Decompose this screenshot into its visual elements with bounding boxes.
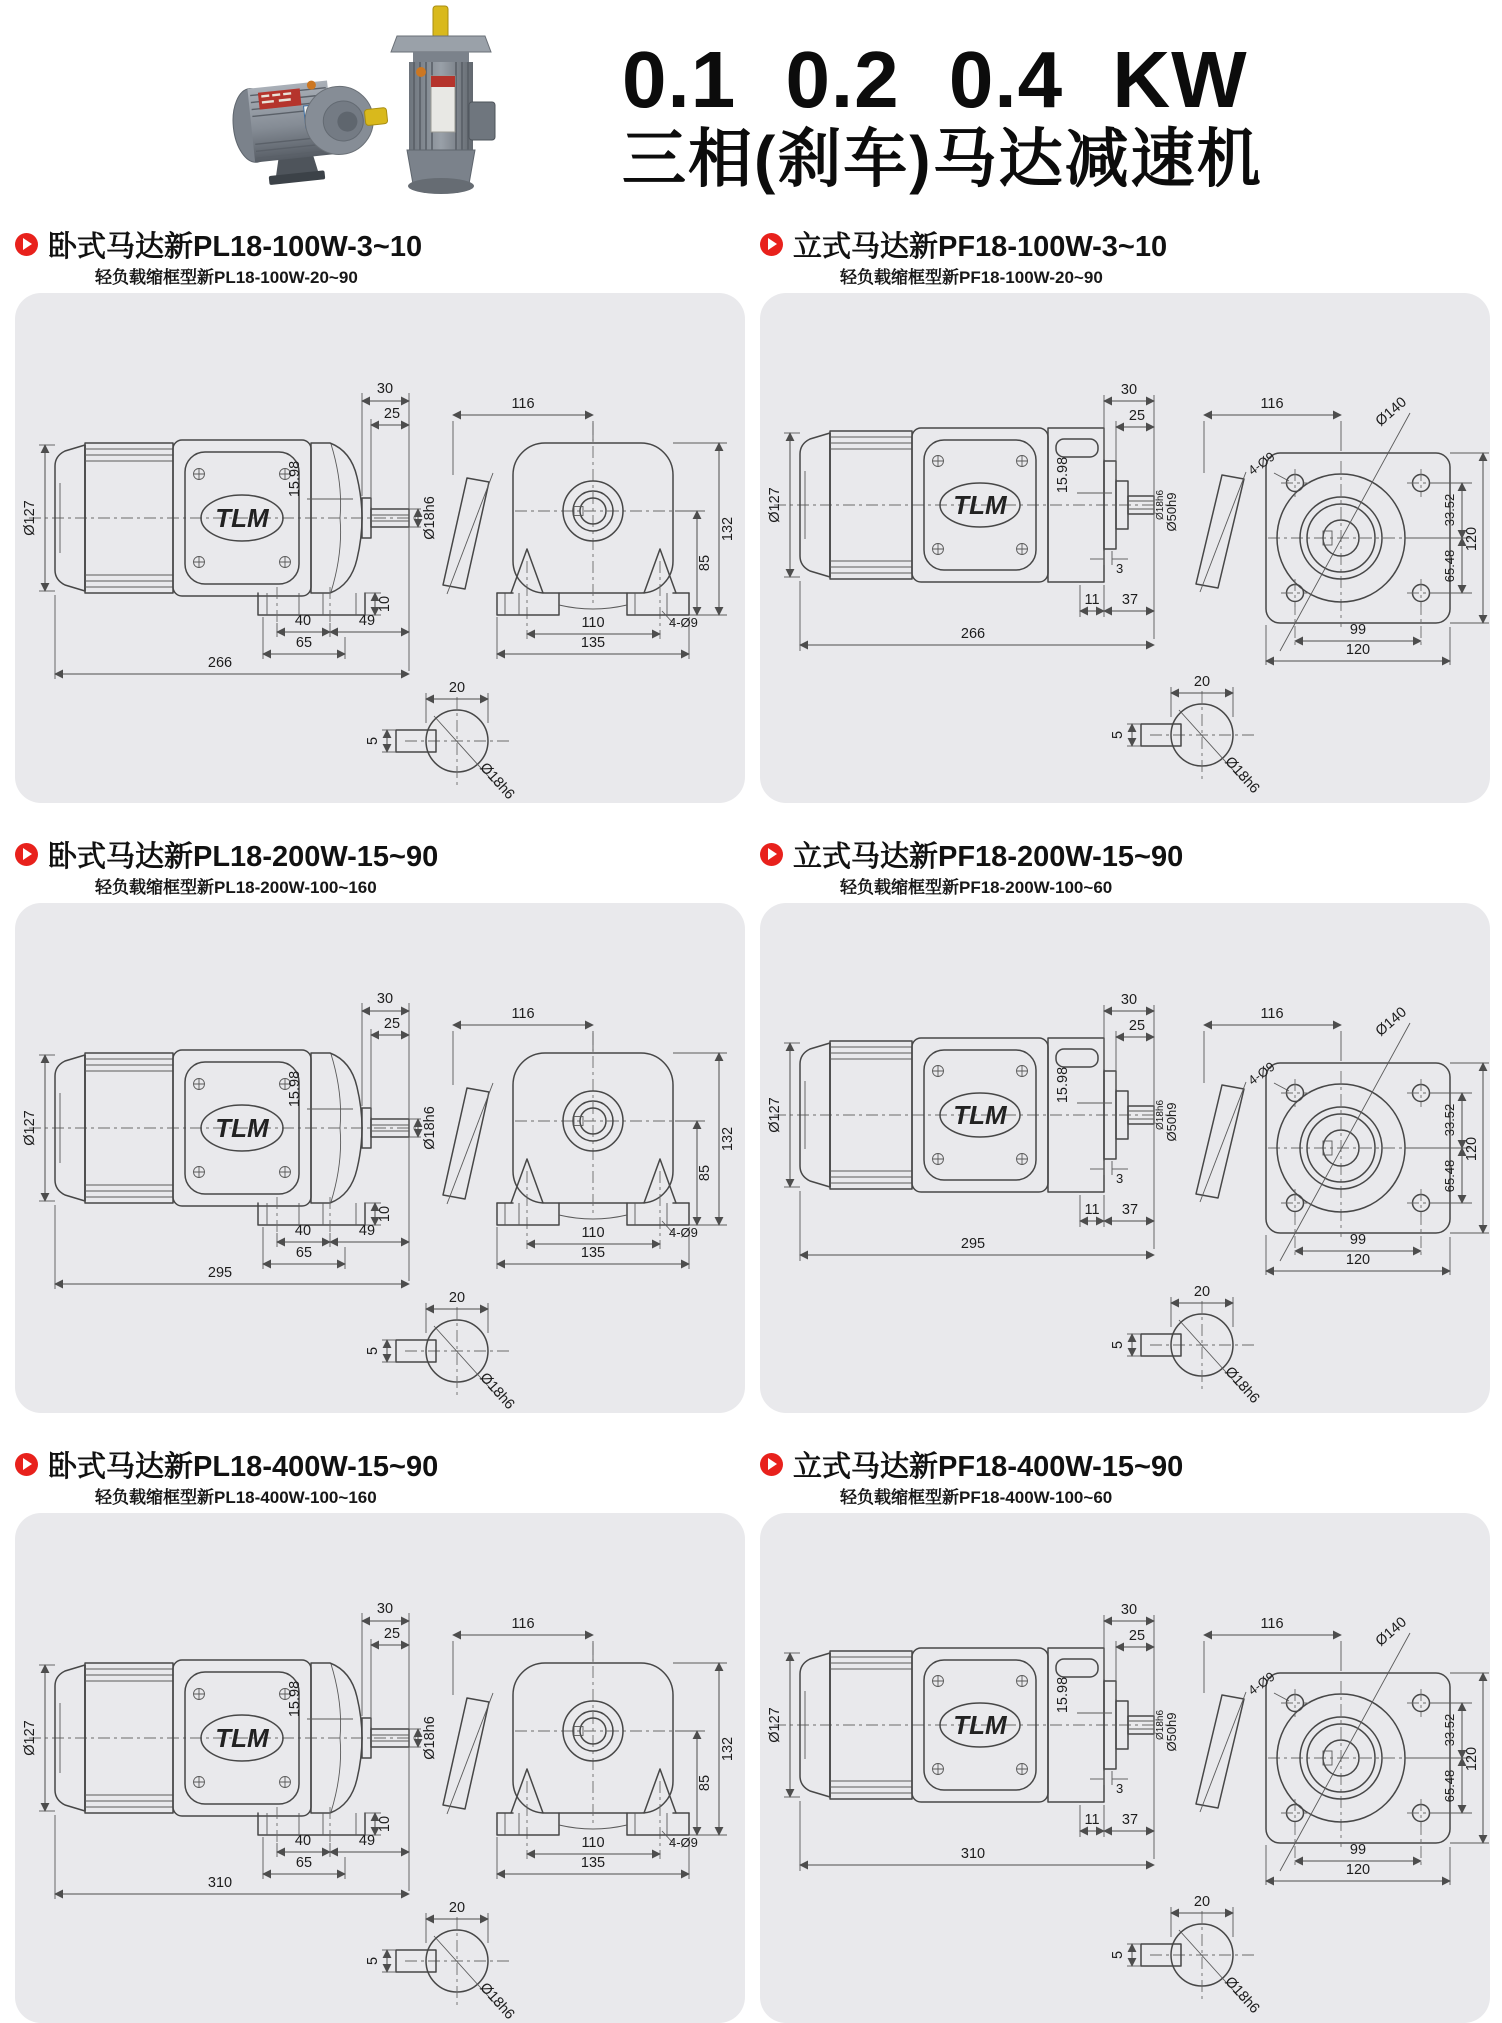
dim-key-height: 15.98 <box>287 460 303 498</box>
vertical-motor-illustration <box>383 4 499 206</box>
technical-drawing-vertical <box>760 293 1490 803</box>
side-view <box>774 428 1170 582</box>
technical-drawing-horizontal <box>15 1513 745 2023</box>
dim-foot-pitch: 40 <box>294 1833 312 1849</box>
dim-center-top: 33.52 <box>1442 1713 1457 1747</box>
section-header <box>760 226 1490 262</box>
brand-logo: TLM <box>215 1723 269 1753</box>
shaft-key-detail <box>365 1290 517 1413</box>
shaft-key-detail <box>365 680 517 803</box>
side-view <box>29 1660 417 1843</box>
page-title-series: 三相(刹车)马达减速机 <box>622 123 1263 195</box>
dim-bolt-circle: Ø140 <box>1372 1004 1411 1040</box>
section-bullet-icon <box>15 1453 38 1476</box>
dim-head-length: 37 <box>1121 592 1139 608</box>
dim-key-width: 20 <box>1193 674 1211 690</box>
section-header <box>760 1446 1490 1482</box>
dim-mount-holes: 4-Ø9 <box>1245 448 1278 478</box>
dim-shaft-diameter: Ø18h6 <box>422 1106 438 1150</box>
front-view-dimensions <box>453 1616 736 1879</box>
dim-bolt-pitch: 99 <box>1349 1842 1367 1858</box>
front-view <box>443 1643 689 1859</box>
dim-key-depth: 5 <box>365 1956 381 1966</box>
dim-body-diameter: Ø127 <box>767 1097 783 1133</box>
drawing-panel <box>15 903 745 1413</box>
dim-foot-height: 10 <box>377 1205 393 1223</box>
section-subtitle: 轻负载缩框型新PF18-400W-100~60 <box>840 1488 1113 1507</box>
shaft-key-detail <box>1110 674 1262 797</box>
dim-flange-width: 116 <box>1260 396 1284 412</box>
dim-key-width: 20 <box>448 1290 466 1306</box>
dim-flange-width: 116 <box>1260 1006 1284 1022</box>
dim-center-bottom: 65.48 <box>1442 1769 1457 1803</box>
dim-key-shaft-diameter: Ø18h6 <box>1221 1363 1263 1407</box>
dim-shaft-projection: 30 <box>376 1601 394 1617</box>
dim-step: 3 <box>1116 1781 1124 1796</box>
catalog-section-horizontal <box>15 836 745 1413</box>
dim-step: 3 <box>1116 1171 1124 1186</box>
section-title: 立式马达新PF18-100W-3~10 <box>793 230 1168 263</box>
dim-flange-height: 120 <box>1464 526 1480 552</box>
dim-neck-length: 11 <box>1084 592 1100 608</box>
dim-key-depth: 5 <box>1110 1950 1126 1960</box>
brand-logo: TLM <box>953 490 1007 520</box>
dim-front-width: 116 <box>511 1006 535 1022</box>
side-view <box>774 1038 1170 1192</box>
flange-view <box>1196 413 1450 651</box>
dim-key-depth: 5 <box>1110 730 1126 740</box>
dim-center-top: 33.52 <box>1442 1103 1457 1137</box>
brand-logo: TLM <box>215 1113 269 1143</box>
page-title-power: 0.1 0.2 0.4 KW <box>622 35 1248 124</box>
dim-foot-height: 10 <box>377 595 393 613</box>
technical-drawing-horizontal <box>15 903 745 1413</box>
shaft-key-detail <box>1110 1894 1262 2017</box>
dim-bolt-pitch: 99 <box>1349 1232 1367 1248</box>
dim-bolt-circle: Ø140 <box>1372 1614 1411 1650</box>
catalog-section-vertical <box>760 226 1490 803</box>
flange-view <box>1196 1633 1450 1871</box>
dim-key-depth: 5 <box>365 1346 381 1356</box>
dim-key-height: 15.98 <box>1055 456 1071 494</box>
section-bullet-icon <box>15 843 38 866</box>
dim-key-width: 20 <box>1193 1284 1211 1300</box>
brand-logo: TLM <box>953 1100 1007 1130</box>
dim-key-width: 20 <box>448 680 466 696</box>
dim-base-width: 135 <box>580 1855 606 1871</box>
dim-mount-holes: 4-Ø9 <box>669 615 698 630</box>
dim-front-height: 132 <box>720 1126 736 1152</box>
drawing-panel <box>760 903 1490 1413</box>
section-title: 立式马达新PF18-400W-15~90 <box>793 1450 1184 1483</box>
front-view-dimensions <box>453 1006 736 1269</box>
dim-mount-holes: 4-Ø9 <box>1245 1058 1278 1088</box>
dim-key-shaft-diameter: Ø18h6 <box>476 759 518 803</box>
section-bullet-icon <box>760 233 783 256</box>
dim-center-top: 33.52 <box>1442 493 1457 527</box>
drawing-panel <box>15 293 745 803</box>
section-bullet-icon <box>760 1453 783 1476</box>
dim-head-length: 37 <box>1121 1202 1139 1218</box>
dim-shaft-diameter: Ø18h6 <box>1155 1099 1166 1131</box>
dim-body-diameter: Ø127 <box>767 1707 783 1743</box>
section-header <box>15 1446 745 1482</box>
dim-step: 3 <box>1116 561 1124 576</box>
brand-logo: TLM <box>215 503 269 533</box>
section-title: 卧式马达新PL18-200W-15~90 <box>48 840 439 873</box>
catalog-section-horizontal <box>15 1446 745 2023</box>
dim-base-width: 135 <box>580 635 606 651</box>
section-subtitle: 轻负载缩框型新PL18-200W-100~160 <box>95 878 377 897</box>
dim-shaft-length: 25 <box>383 1016 401 1032</box>
drawing-panel <box>760 1513 1490 2023</box>
technical-drawing-vertical <box>760 1513 1490 2023</box>
dim-pilot-diameter: Ø50h9 <box>1164 1712 1179 1752</box>
section-subtitle: 轻负载缩框型新PL18-400W-100~160 <box>95 1488 377 1507</box>
dim-key-depth: 5 <box>365 736 381 746</box>
dim-body-diameter: Ø127 <box>22 500 38 536</box>
dim-key-width: 20 <box>1193 1894 1211 1910</box>
dim-pilot-diameter: Ø50h9 <box>1164 1102 1179 1142</box>
dim-front-width: 116 <box>511 396 535 412</box>
dim-shaft-diameter: Ø18h6 <box>422 496 438 540</box>
dim-foot-span: 65 <box>295 1245 313 1261</box>
section-header <box>15 226 745 262</box>
dim-flange-width: 116 <box>1260 1616 1284 1632</box>
dim-front-height: 132 <box>720 1736 736 1762</box>
dim-shaft-length: 25 <box>1128 1018 1146 1034</box>
dim-key-shaft-diameter: Ø18h6 <box>476 1369 518 1413</box>
dim-total-length: 295 <box>960 1236 986 1252</box>
catalog-section-vertical <box>760 1446 1490 2023</box>
dim-total-length: 310 <box>207 1875 233 1891</box>
drawing-panel <box>15 1513 745 2023</box>
dim-total-length: 310 <box>960 1846 986 1862</box>
dim-shaft-length: 25 <box>383 406 401 422</box>
dim-flange-height: 120 <box>1464 1136 1480 1162</box>
dim-key-height: 15.98 <box>1055 1676 1071 1714</box>
dim-key-shaft-diameter: Ø18h6 <box>1221 1973 1263 2017</box>
dim-bolt-pitch: 99 <box>1349 622 1367 638</box>
dim-key-shaft-diameter: Ø18h6 <box>476 1979 518 2023</box>
dim-key-height: 15.98 <box>1055 1066 1071 1104</box>
section-title: 立式马达新PF18-200W-15~90 <box>793 840 1184 873</box>
dim-center-height: 85 <box>697 554 713 572</box>
dim-shaft-projection: 30 <box>1120 992 1138 1008</box>
front-view-dimensions <box>453 396 736 659</box>
section-title: 卧式马达新PL18-100W-3~10 <box>48 230 423 263</box>
dim-total-length: 295 <box>207 1265 233 1281</box>
front-view <box>443 423 689 639</box>
dim-foot-pitch: 40 <box>294 1223 312 1239</box>
dim-center-bottom: 65.48 <box>1442 549 1457 583</box>
dim-base-width: 135 <box>580 1245 606 1261</box>
section-header <box>760 836 1490 872</box>
dim-shaft-diameter: Ø18h6 <box>422 1716 438 1760</box>
dim-foot-offset: 49 <box>358 613 376 629</box>
side-view <box>774 1648 1170 1802</box>
dim-shaft-projection: 30 <box>376 381 394 397</box>
dim-key-shaft-diameter: Ø18h6 <box>1221 753 1263 797</box>
dim-key-depth: 5 <box>1110 1340 1126 1350</box>
dim-mount-holes: 4-Ø9 <box>669 1225 698 1240</box>
dim-shaft-length: 25 <box>383 1626 401 1642</box>
dim-front-width: 116 <box>511 1616 535 1632</box>
dim-body-diameter: Ø127 <box>22 1720 38 1756</box>
catalog-section-horizontal <box>15 226 745 803</box>
dim-foot-height: 10 <box>377 1815 393 1833</box>
catalog-section-vertical <box>760 836 1490 1413</box>
section-subtitle: 轻负载缩框型新PF18-200W-100~60 <box>840 878 1113 897</box>
dim-center-height: 85 <box>697 1774 713 1792</box>
dim-neck-length: 11 <box>1084 1202 1100 1218</box>
side-view <box>29 1050 417 1233</box>
flange-view <box>1196 1023 1450 1261</box>
horizontal-motor-illustration <box>215 46 395 194</box>
section-title: 卧式马达新PL18-400W-15~90 <box>48 1450 439 1483</box>
section-bullet-icon <box>760 843 783 866</box>
front-view <box>443 1033 689 1249</box>
dim-shaft-diameter: Ø18h6 <box>1155 1709 1166 1741</box>
drawing-panel <box>760 293 1490 803</box>
shaft-key-detail <box>1110 1284 1262 1407</box>
dim-key-width: 20 <box>448 1900 466 1916</box>
dim-flange-size: 120 <box>1345 1252 1371 1268</box>
dim-shaft-length: 25 <box>1128 408 1146 424</box>
dim-total-length: 266 <box>207 655 233 671</box>
dim-front-height: 132 <box>720 516 736 542</box>
dim-foot-offset: 49 <box>358 1223 376 1239</box>
dim-bolt-pitch: 110 <box>581 1835 605 1851</box>
section-header <box>15 836 745 872</box>
dim-body-diameter: Ø127 <box>22 1110 38 1146</box>
dim-neck-length: 11 <box>1084 1812 1100 1828</box>
dim-pilot-diameter: Ø50h9 <box>1164 492 1179 532</box>
brand-logo: TLM <box>953 1710 1007 1740</box>
dim-body-diameter: Ø127 <box>767 487 783 523</box>
dim-shaft-projection: 30 <box>1120 1602 1138 1618</box>
page-title <box>622 35 1502 195</box>
dim-center-height: 85 <box>697 1164 713 1182</box>
section-subtitle: 轻负载缩框型新PF18-100W-20~90 <box>840 268 1103 287</box>
dim-mount-holes: 4-Ø9 <box>1245 1668 1278 1698</box>
dim-foot-pitch: 40 <box>294 613 312 629</box>
dim-bolt-pitch: 110 <box>581 615 605 631</box>
horizontal-motor-photo <box>215 46 395 194</box>
dim-mount-holes: 4-Ø9 <box>669 1835 698 1850</box>
dim-flange-height: 120 <box>1464 1746 1480 1772</box>
dim-bolt-pitch: 110 <box>581 1225 605 1241</box>
shaft-key-detail <box>365 1900 517 2023</box>
dim-foot-span: 65 <box>295 635 313 651</box>
dim-foot-span: 65 <box>295 1855 313 1871</box>
dim-shaft-projection: 30 <box>1120 382 1138 398</box>
section-subtitle: 轻负载缩框型新PL18-100W-20~90 <box>95 268 358 287</box>
technical-drawing-horizontal <box>15 293 745 803</box>
dim-flange-size: 120 <box>1345 1862 1371 1878</box>
vertical-motor-photo <box>383 4 499 206</box>
dim-key-height: 15.98 <box>287 1680 303 1718</box>
section-bullet-icon <box>15 233 38 256</box>
dim-center-bottom: 65.48 <box>1442 1159 1457 1193</box>
side-view <box>29 440 417 623</box>
dim-total-length: 266 <box>960 626 986 642</box>
technical-drawing-vertical <box>760 903 1490 1413</box>
dim-bolt-circle: Ø140 <box>1372 394 1411 430</box>
dim-shaft-projection: 30 <box>376 991 394 1007</box>
dim-head-length: 37 <box>1121 1812 1139 1828</box>
dim-shaft-diameter: Ø18h6 <box>1155 489 1166 521</box>
dim-flange-size: 120 <box>1345 642 1371 658</box>
dim-key-height: 15.98 <box>287 1070 303 1108</box>
dim-shaft-length: 25 <box>1128 1628 1146 1644</box>
dim-foot-offset: 49 <box>358 1833 376 1849</box>
